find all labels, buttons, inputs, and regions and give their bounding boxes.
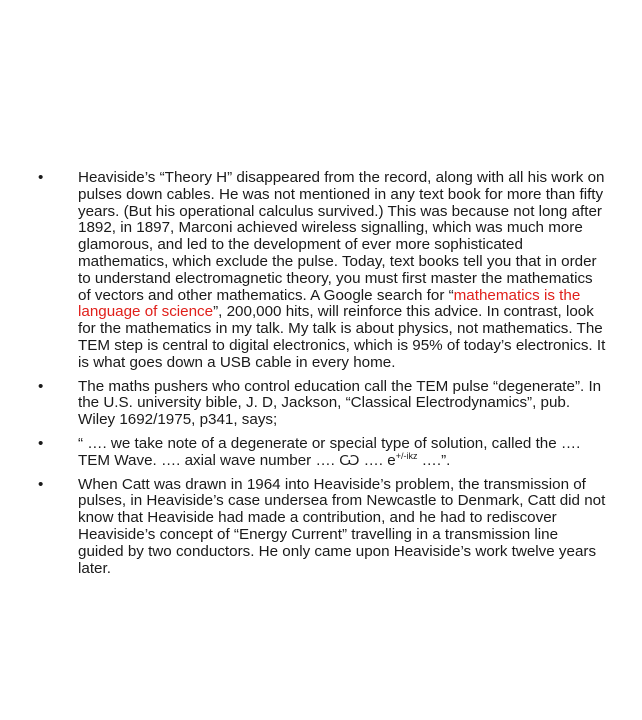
bullet-maths-pushers xyxy=(38,379,606,429)
bullet-dot: • xyxy=(38,169,44,186)
bullet-text-continued: ”, 200,000 hits, will reinforce this advice. In contrast, look for the mathematics in my talk. My talk is about physics, not mathematics. The TEM step is central to digital electronics, which is 95% of today’s electronics. It is what goes down a USB cable in every home. xyxy=(78,303,606,371)
bullet-text: The maths pushers who control education call the TEM pulse “degenerate”. In the U.S. university bible, J. D, Jackson, “Classical Electrodynamics”, pub. Wiley 1692/1975, p341, says; xyxy=(78,377,602,429)
highlighted-search-phrase: mathematics is the language of science xyxy=(78,286,581,321)
bullet-theory-h xyxy=(38,170,606,372)
bullet-catt-1964 xyxy=(38,477,606,578)
bullet-dot: • xyxy=(38,475,44,493)
bullet-dot: • xyxy=(38,434,44,452)
bullet-jackson-quote xyxy=(38,436,606,470)
exponent-superscript: +/-ikz xyxy=(395,450,418,461)
bullet-text-continued: ….”. xyxy=(417,451,451,469)
bullet-dot: • xyxy=(38,377,44,395)
bullet-text: Heaviside’s “Theory H” disappeared from the record, along with all his work on pulses down cables. He was not mentioned in any text book for more than fifty years. (But his operational calculus survived.) This was because not long after 1892, in 1897, Marconi achieved wireless signalling, which was much more glamorous, and led to the development of ever more sophisticated mathematics, which exclude the pulse. Today, text books tell you that in order to understand electromagnetic theory, you must first master the mathematics of vectors and other mathematics. A Google search for “ xyxy=(78,169,605,304)
bullet-text: “ …. we take note of a degenerate or special type of solution, called the …. TEM Wave. …. axial wave number …. Ѡ …. e xyxy=(78,434,581,469)
bullet-text: When Catt was drawn in 1964 into Heaviside’s problem, the transmission of pulses, in Heaviside’s case undersea from Newcastle to Denmark, Catt did not know that Heaviside had made a contribution, and he had to rediscover Heaviside’s concept of “Energy Current” travelling in a transmission line guided by two conductors. He only came upon Heaviside’s work twelve years later. xyxy=(78,475,606,577)
bullet-list xyxy=(38,170,606,584)
